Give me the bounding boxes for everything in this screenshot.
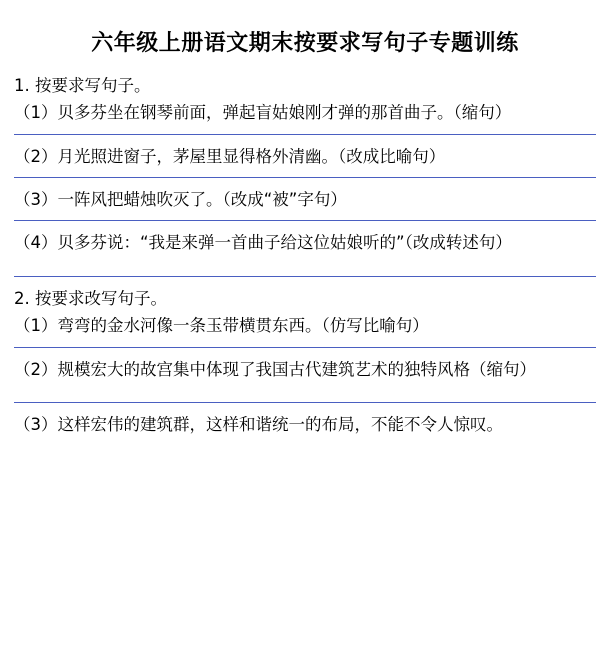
section-1 bbox=[14, 73, 596, 277]
question-text: （3）这样宏伟的建筑群，这样和谐统一的布局，不能不令人惊叹。 bbox=[14, 415, 503, 435]
question-text: （4）贝多芬说：“我是来弹一首曲子给这位姑娘听的”（改成转述句） bbox=[14, 233, 512, 253]
question-text: （2）月光照进窗子，茅屋里显得格外清幽。（改成比喻句） bbox=[14, 146, 446, 166]
question-item bbox=[14, 412, 596, 438]
question-item bbox=[14, 187, 596, 213]
section-heading: 2. 按要求改写句子。 bbox=[14, 288, 167, 308]
question-item bbox=[14, 313, 596, 339]
answer-line bbox=[14, 402, 596, 403]
answer-line bbox=[14, 347, 596, 348]
page-title: 六年级上册语文期末按要求写句子专题训练 bbox=[91, 31, 519, 56]
question-text: （1）贝多芬坐在钢琴前面，弹起盲姑娘刚才弹的那首曲子。（缩句） bbox=[14, 103, 512, 123]
spacer bbox=[14, 263, 596, 269]
answer-line bbox=[14, 220, 596, 221]
answer-line bbox=[14, 177, 596, 178]
question-item bbox=[14, 144, 596, 170]
question-item bbox=[14, 230, 596, 256]
answer-line bbox=[14, 276, 596, 277]
section-2 bbox=[14, 286, 596, 439]
question-item bbox=[14, 100, 596, 126]
answer-line bbox=[14, 134, 596, 135]
spacer bbox=[14, 389, 596, 395]
question-text: （3）一阵风把蜡烛吹灭了。（改成“被”字句） bbox=[14, 189, 347, 209]
question-item bbox=[14, 357, 596, 383]
section-heading: 1. 按要求写句子。 bbox=[14, 75, 151, 95]
question-text: （1）弯弯的金水河像一条玉带横贯东西。（仿写比喻句） bbox=[14, 316, 429, 336]
question-text: （2）规模宏大的故宫集中体现了我国古代建筑艺术的独特风格（缩句） bbox=[14, 359, 536, 379]
